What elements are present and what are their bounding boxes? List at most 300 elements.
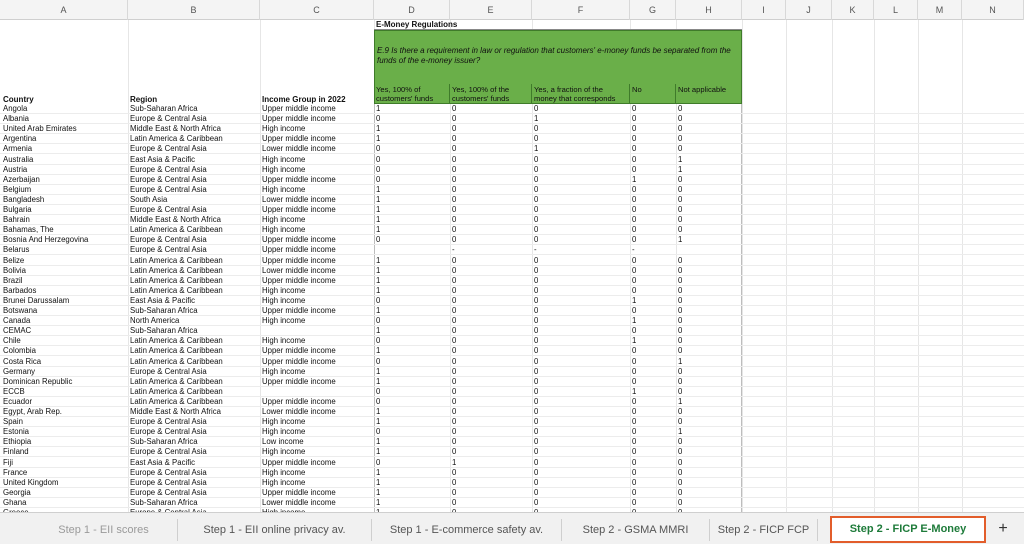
add-sheet-icon[interactable]: + xyxy=(998,520,1008,537)
table-cell[interactable]: Bangladesh xyxy=(3,194,45,204)
table-cell[interactable]: Latin America & Caribbean xyxy=(130,386,223,396)
table-cell[interactable]: 0 xyxy=(534,265,539,275)
table-cell[interactable]: Botswana xyxy=(3,306,38,315)
sheet-tab-2[interactable]: Step 1 - EII online privacy av. xyxy=(178,519,372,541)
table-cell[interactable]: 0 xyxy=(632,124,637,134)
table-cell[interactable]: 0 xyxy=(376,235,381,245)
table-cell[interactable]: South Asia xyxy=(130,194,168,204)
table-cell[interactable]: High income xyxy=(262,316,306,326)
table-cell[interactable]: 0 xyxy=(534,346,539,356)
table-cell[interactable]: Upper middle income xyxy=(262,376,336,386)
table-cell[interactable]: 1 xyxy=(376,477,381,487)
table-cell[interactable]: 0 xyxy=(632,194,637,204)
table-cell[interactable]: 0 xyxy=(534,366,539,376)
table-cell[interactable]: 0 xyxy=(678,326,683,336)
table-cell[interactable]: 1 xyxy=(376,437,381,447)
table-cell[interactable]: 0 xyxy=(534,376,539,386)
table-cell[interactable]: High income xyxy=(262,164,306,174)
column-header-j[interactable]: J xyxy=(786,0,832,20)
table-cell[interactable]: 0 xyxy=(452,104,457,113)
table-cell[interactable]: - xyxy=(452,245,455,255)
table-cell[interactable]: 0 xyxy=(376,154,381,164)
table-cell[interactable]: 0 xyxy=(632,265,637,275)
table-cell[interactable]: 0 xyxy=(678,275,683,285)
table-cell[interactable]: 0 xyxy=(678,336,683,346)
table-cell[interactable]: ECCB xyxy=(3,386,25,396)
table-cell[interactable]: Europe & Central Asia xyxy=(130,174,207,184)
table-cell[interactable]: 0 xyxy=(452,336,457,346)
table-cell[interactable]: Europe & Central Asia xyxy=(130,114,207,124)
table-cell[interactable]: High income xyxy=(262,215,306,225)
table-cell[interactable]: 1 xyxy=(376,497,381,507)
table-cell[interactable]: 1 xyxy=(534,144,539,154)
table-cell[interactable]: 0 xyxy=(534,427,539,437)
table-cell[interactable]: North America xyxy=(130,316,180,326)
table-cell[interactable]: 0 xyxy=(376,457,381,467)
table-cell[interactable]: 0 xyxy=(534,326,539,336)
table-cell[interactable]: 1 xyxy=(632,316,637,326)
table-cell[interactable]: 0 xyxy=(534,407,539,416)
table-cell[interactable]: 0 xyxy=(678,194,683,204)
table-cell[interactable]: 0 xyxy=(678,437,683,447)
table-cell[interactable]: 0 xyxy=(632,467,637,477)
table-cell[interactable]: 0 xyxy=(632,396,637,406)
table-cell[interactable]: 0 xyxy=(632,366,637,376)
column-header-f[interactable]: F xyxy=(532,0,630,20)
table-cell[interactable]: Lower middle income xyxy=(262,144,336,154)
table-cell[interactable]: Colombia xyxy=(3,346,36,356)
table-cell[interactable]: Upper middle income xyxy=(262,457,336,467)
table-cell[interactable]: 0 xyxy=(534,497,539,507)
table-cell[interactable]: 0 xyxy=(534,154,539,164)
table-cell[interactable]: 0 xyxy=(376,164,381,174)
table-cell[interactable]: 0 xyxy=(534,225,539,235)
option-header-3[interactable]: Yes, a fraction of the money that corresponds xyxy=(532,84,630,104)
table-cell[interactable]: High income xyxy=(262,467,306,477)
table-cell[interactable]: 0 xyxy=(452,376,457,386)
table-cell[interactable]: Latin America & Caribbean xyxy=(130,225,223,235)
table-cell[interactable]: 0 xyxy=(632,184,637,194)
table-cell[interactable]: Latin America & Caribbean xyxy=(130,396,223,406)
table-cell[interactable]: East Asia & Pacific xyxy=(130,457,196,467)
table-cell[interactable]: 0 xyxy=(632,215,637,225)
table-cell[interactable]: Upper middle income xyxy=(262,235,336,245)
table-cell[interactable]: 0 xyxy=(632,487,637,497)
table-cell[interactable]: Upper middle income xyxy=(262,255,336,265)
table-cell[interactable]: Europe & Central Asia xyxy=(130,205,207,214)
sheet-tab-1[interactable]: Step 1 - EII scores xyxy=(30,519,178,541)
table-cell[interactable]: 0 xyxy=(376,144,381,154)
table-cell[interactable]: Estonia xyxy=(3,427,30,437)
table-cell[interactable]: Belarus xyxy=(3,245,30,255)
table-cell[interactable]: 0 xyxy=(632,134,637,144)
table-cell[interactable]: 1 xyxy=(376,184,381,194)
question-text[interactable]: E.9 Is there a requirement in law or regulation that customers' e-money funds be separated from the funds of the e-money issuer? xyxy=(377,46,731,65)
table-cell[interactable]: 0 xyxy=(452,346,457,356)
table-cell[interactable]: High income xyxy=(262,447,306,457)
table-cell[interactable]: 0 xyxy=(534,215,539,225)
table-cell[interactable]: Latin America & Caribbean xyxy=(130,134,223,144)
table-cell[interactable]: 0 xyxy=(678,134,683,144)
table-cell[interactable]: High income xyxy=(262,225,306,235)
table-cell[interactable]: 0 xyxy=(452,134,457,144)
table-cell[interactable]: 0 xyxy=(678,376,683,386)
header-country[interactable]: Country xyxy=(3,95,34,104)
table-cell[interactable]: 0 xyxy=(376,174,381,184)
table-cell[interactable]: 0 xyxy=(376,295,381,305)
table-cell[interactable]: 1 xyxy=(376,376,381,386)
table-cell[interactable]: 1 xyxy=(632,336,637,346)
table-cell[interactable]: Upper middle income xyxy=(262,487,336,497)
table-cell[interactable]: East Asia & Pacific xyxy=(130,295,196,305)
table-cell[interactable]: 1 xyxy=(678,396,683,406)
section-title[interactable]: E-Money Regulations xyxy=(374,20,742,30)
column-header-m[interactable]: M xyxy=(918,0,962,20)
table-cell[interactable]: 0 xyxy=(534,295,539,305)
table-cell[interactable]: Europe & Central Asia xyxy=(130,467,207,477)
table-cell[interactable]: 0 xyxy=(452,114,457,124)
table-cell[interactable]: High income xyxy=(262,285,306,295)
table-cell[interactable]: Sub-Saharan Africa xyxy=(130,437,198,447)
table-cell[interactable]: 0 xyxy=(632,376,637,386)
table-cell[interactable]: 1 xyxy=(632,295,637,305)
table-cell[interactable]: High income xyxy=(262,417,306,427)
table-cell[interactable]: Barbados xyxy=(3,285,37,295)
header-region[interactable]: Region xyxy=(130,95,158,104)
table-cell[interactable]: Upper middle income xyxy=(262,306,336,315)
table-cell[interactable]: 0 xyxy=(376,396,381,406)
table-cell[interactable]: 0 xyxy=(678,215,683,225)
table-cell[interactable]: 1 xyxy=(376,124,381,134)
column-header-d[interactable]: D xyxy=(374,0,450,20)
table-cell[interactable]: 0 xyxy=(534,104,539,113)
table-cell[interactable]: 0 xyxy=(534,457,539,467)
table-cell[interactable]: 0 xyxy=(452,396,457,406)
table-cell[interactable]: 0 xyxy=(678,255,683,265)
table-cell[interactable]: 0 xyxy=(678,104,683,113)
table-cell[interactable]: 1 xyxy=(376,255,381,265)
column-header-l[interactable]: L xyxy=(874,0,918,20)
table-cell[interactable]: 0 xyxy=(376,386,381,396)
table-cell[interactable]: 0 xyxy=(534,487,539,497)
table-cell[interactable]: 0 xyxy=(452,356,457,366)
table-cell[interactable]: 0 xyxy=(632,235,637,245)
table-cell[interactable]: Finland xyxy=(3,447,29,457)
sheet-tab-6[interactable]: Step 2 - FICP E-Money xyxy=(830,516,986,543)
table-cell[interactable]: Ghana xyxy=(3,497,27,507)
table-cell[interactable]: 1 xyxy=(376,306,381,315)
table-cell[interactable]: 0 xyxy=(632,497,637,507)
table-cell[interactable]: 0 xyxy=(632,114,637,124)
table-cell[interactable]: 0 xyxy=(678,477,683,487)
table-cell[interactable]: 0 xyxy=(376,427,381,437)
table-cell[interactable]: Angola xyxy=(3,104,28,113)
table-cell[interactable]: High income xyxy=(262,295,306,305)
column-header-b[interactable]: B xyxy=(128,0,260,20)
table-cell[interactable]: Chile xyxy=(3,336,21,346)
table-cell[interactable]: 0 xyxy=(452,164,457,174)
table-cell[interactable]: 0 xyxy=(534,164,539,174)
table-cell[interactable]: Lower middle income xyxy=(262,194,336,204)
table-cell[interactable]: 0 xyxy=(632,164,637,174)
table-cell[interactable]: Lower middle income xyxy=(262,265,336,275)
table-cell[interactable]: Europe & Central Asia xyxy=(130,477,207,487)
table-cell[interactable]: Belgium xyxy=(3,184,32,194)
table-cell[interactable]: 0 xyxy=(678,225,683,235)
sheet-tab-3[interactable]: Step 1 - E-commerce safety av. xyxy=(372,519,562,541)
table-cell[interactable]: 1 xyxy=(376,447,381,457)
table-cell[interactable]: 0 xyxy=(534,316,539,326)
table-cell[interactable]: Armenia xyxy=(3,144,33,154)
table-cell[interactable]: Germany xyxy=(3,366,36,376)
table-cell[interactable]: 0 xyxy=(452,194,457,204)
table-cell[interactable]: 1 xyxy=(452,457,457,467)
table-cell[interactable]: Middle East & North Africa xyxy=(130,215,222,225)
table-cell[interactable]: 0 xyxy=(452,275,457,285)
table-cell[interactable]: 1 xyxy=(678,154,683,164)
table-cell[interactable]: Europe & Central Asia xyxy=(130,427,207,437)
table-cell[interactable]: 0 xyxy=(534,134,539,144)
table-cell[interactable]: 0 xyxy=(376,316,381,326)
column-header-g[interactable]: G xyxy=(630,0,676,20)
table-cell[interactable]: Sub-Saharan Africa xyxy=(130,306,198,315)
table-cell[interactable]: 1 xyxy=(678,427,683,437)
table-cell[interactable]: Upper middle income xyxy=(262,245,336,255)
table-cell[interactable]: Europe & Central Asia xyxy=(130,417,207,427)
table-cell[interactable]: Latin America & Caribbean xyxy=(130,346,223,356)
table-cell[interactable]: 0 xyxy=(452,417,457,427)
table-cell[interactable]: 0 xyxy=(452,306,457,315)
table-cell[interactable]: 0 xyxy=(534,396,539,406)
table-cell[interactable]: 0 xyxy=(632,275,637,285)
table-cell[interactable]: 0 xyxy=(452,205,457,214)
table-cell[interactable]: 0 xyxy=(376,356,381,366)
table-cell[interactable]: 0 xyxy=(678,366,683,376)
table-cell[interactable]: 1 xyxy=(376,215,381,225)
table-cell[interactable]: 0 xyxy=(452,366,457,376)
table-cell[interactable]: 0 xyxy=(534,235,539,245)
table-cell[interactable]: 1 xyxy=(376,104,381,113)
column-header-i[interactable]: I xyxy=(742,0,786,20)
table-cell[interactable]: 0 xyxy=(534,124,539,134)
table-cell[interactable]: 1 xyxy=(376,225,381,235)
table-cell[interactable]: 0 xyxy=(534,336,539,346)
table-cell[interactable]: Bolivia xyxy=(3,265,26,275)
table-cell[interactable]: Europe & Central Asia xyxy=(130,144,207,154)
table-cell[interactable]: 1 xyxy=(376,417,381,427)
table-cell[interactable]: 0 xyxy=(678,124,683,134)
table-cell[interactable]: 0 xyxy=(452,477,457,487)
table-cell[interactable]: 0 xyxy=(678,497,683,507)
table-cell[interactable]: Europe & Central Asia xyxy=(130,184,207,194)
table-cell[interactable]: 0 xyxy=(534,477,539,487)
table-cell[interactable]: France xyxy=(3,467,28,477)
column-header-n[interactable]: N xyxy=(962,0,1024,20)
table-cell[interactable]: Latin America & Caribbean xyxy=(130,376,223,386)
table-cell[interactable]: 1 xyxy=(376,407,381,416)
table-cell[interactable]: United Arab Emirates xyxy=(3,124,77,134)
option-header-4[interactable]: No xyxy=(630,84,676,104)
table-cell[interactable]: Europe & Central Asia xyxy=(130,245,207,255)
table-cell[interactable]: Upper middle income xyxy=(262,134,336,144)
table-cell[interactable]: CEMAC xyxy=(3,326,32,336)
table-cell[interactable]: Europe & Central Asia xyxy=(130,235,207,245)
table-cell[interactable]: Upper middle income xyxy=(262,396,336,406)
table-cell[interactable]: 0 xyxy=(632,225,637,235)
table-cell[interactable]: 1 xyxy=(376,265,381,275)
table-cell[interactable]: Latin America & Caribbean xyxy=(130,265,223,275)
table-cell[interactable]: High income xyxy=(262,336,306,346)
table-cell[interactable]: 0 xyxy=(678,447,683,457)
table-cell[interactable]: 1 xyxy=(376,487,381,497)
table-cell[interactable]: 0 xyxy=(678,407,683,416)
table-cell[interactable]: 0 xyxy=(678,346,683,356)
sheet-tab-5[interactable]: Step 2 - FICP FCP xyxy=(710,519,818,541)
table-cell[interactable]: Europe & Central Asia xyxy=(130,366,207,376)
table-cell[interactable]: 1 xyxy=(376,205,381,214)
table-cell[interactable]: Latin America & Caribbean xyxy=(130,275,223,285)
table-cell[interactable]: Sub-Saharan Africa xyxy=(130,497,198,507)
table-cell[interactable]: 0 xyxy=(632,457,637,467)
table-cell[interactable]: Low income xyxy=(262,437,304,447)
table-cell[interactable]: 0 xyxy=(678,265,683,275)
table-cell[interactable]: 1 xyxy=(376,275,381,285)
table-cell[interactable]: 1 xyxy=(376,467,381,477)
table-cell[interactable]: 1 xyxy=(376,285,381,295)
table-cell[interactable]: Fiji xyxy=(3,457,13,467)
table-cell[interactable]: High income xyxy=(262,184,306,194)
table-cell[interactable]: 1 xyxy=(376,326,381,336)
table-cell[interactable]: Upper middle income xyxy=(262,104,336,113)
table-cell[interactable]: Brazil xyxy=(3,275,23,285)
table-cell[interactable]: 0 xyxy=(632,144,637,154)
table-cell[interactable]: 0 xyxy=(534,437,539,447)
table-cell[interactable]: Ethiopia xyxy=(3,437,32,447)
table-cell[interactable]: 0 xyxy=(632,154,637,164)
table-cell[interactable]: 0 xyxy=(678,487,683,497)
table-cell[interactable]: 0 xyxy=(534,467,539,477)
table-cell[interactable]: 0 xyxy=(678,306,683,315)
table-cell[interactable]: 1 xyxy=(632,174,637,184)
table-cell[interactable]: Upper middle income xyxy=(262,205,336,214)
table-cell[interactable]: 0 xyxy=(678,417,683,427)
table-cell[interactable]: 1 xyxy=(678,164,683,174)
table-cell[interactable]: 0 xyxy=(678,457,683,467)
table-cell[interactable]: 0 xyxy=(534,285,539,295)
table-cell[interactable]: 0 xyxy=(632,255,637,265)
table-cell[interactable]: 1 xyxy=(376,194,381,204)
table-cell[interactable]: Sub-Saharan Africa xyxy=(130,326,198,336)
table-cell[interactable]: Latin America & Caribbean xyxy=(130,255,223,265)
table-cell[interactable]: Bulgaria xyxy=(3,205,32,214)
table-cell[interactable]: Georgia xyxy=(3,487,31,497)
table-cell[interactable]: 0 xyxy=(376,336,381,346)
table-cell[interactable]: 0 xyxy=(452,144,457,154)
table-cell[interactable]: 0 xyxy=(534,356,539,366)
table-cell[interactable]: Belize xyxy=(3,255,25,265)
table-cell[interactable]: Upper middle income xyxy=(262,275,336,285)
table-cell[interactable]: 0 xyxy=(452,255,457,265)
table-cell[interactable]: Azerbaijan xyxy=(3,174,40,184)
table-cell[interactable]: 0 xyxy=(632,326,637,336)
table-cell[interactable]: Lower middle income xyxy=(262,497,336,507)
table-cell[interactable]: 0 xyxy=(632,447,637,457)
table-cell[interactable]: High income xyxy=(262,124,306,134)
table-cell[interactable]: Middle East & North Africa xyxy=(130,407,222,416)
table-cell[interactable]: Albania xyxy=(3,114,30,124)
table-cell[interactable]: 0 xyxy=(452,265,457,275)
option-header-1[interactable]: Yes, 100% of customers' funds xyxy=(374,84,450,104)
table-cell[interactable]: 0 xyxy=(452,467,457,477)
table-cell[interactable]: Spain xyxy=(3,417,23,427)
table-cell[interactable]: 0 xyxy=(678,144,683,154)
table-cell[interactable]: 1 xyxy=(534,114,539,124)
table-cell[interactable]: 0 xyxy=(452,285,457,295)
option-header-5[interactable]: Not applicable xyxy=(676,84,742,104)
table-cell[interactable]: Canada xyxy=(3,316,31,326)
table-cell[interactable]: Middle East & North Africa xyxy=(130,124,222,134)
table-cell[interactable]: 0 xyxy=(452,124,457,134)
table-cell[interactable]: 0 xyxy=(632,346,637,356)
table-cell[interactable]: 0 xyxy=(376,114,381,124)
table-cell[interactable]: 0 xyxy=(678,285,683,295)
column-header-c[interactable]: C xyxy=(260,0,374,20)
table-cell[interactable]: 0 xyxy=(534,255,539,265)
header-income[interactable]: Income Group in 2022 xyxy=(262,95,346,104)
table-cell[interactable]: 0 xyxy=(534,447,539,457)
table-cell[interactable]: Argentina xyxy=(3,134,37,144)
table-cell[interactable]: 0 xyxy=(452,295,457,305)
table-cell[interactable]: Lower middle income xyxy=(262,407,336,416)
table-cell[interactable]: 0 xyxy=(452,487,457,497)
table-cell[interactable]: 0 xyxy=(534,174,539,184)
table-cell[interactable]: Upper middle income xyxy=(262,346,336,356)
table-cell[interactable]: 0 xyxy=(632,477,637,487)
table-cell[interactable]: Bosnia And Herzegovina xyxy=(3,235,89,245)
table-cell[interactable]: 0 xyxy=(534,306,539,315)
table-cell[interactable]: 1 xyxy=(678,235,683,245)
table-cell[interactable]: 0 xyxy=(678,174,683,184)
table-cell[interactable]: 0 xyxy=(452,316,457,326)
table-cell[interactable]: 0 xyxy=(534,275,539,285)
table-cell[interactable]: 0 xyxy=(632,437,637,447)
table-cell[interactable]: 0 xyxy=(678,114,683,124)
table-cell[interactable]: Latin America & Caribbean xyxy=(130,356,223,366)
table-cell[interactable]: 0 xyxy=(452,437,457,447)
table-cell[interactable]: Upper middle income xyxy=(262,356,336,366)
column-header-k[interactable]: K xyxy=(832,0,874,20)
option-header-2[interactable]: Yes, 100% of the customers' funds xyxy=(450,84,532,104)
table-cell[interactable]: Costa Rica xyxy=(3,356,42,366)
table-cell[interactable]: High income xyxy=(262,154,306,164)
table-cell[interactable]: 0 xyxy=(632,285,637,295)
table-cell[interactable]: 0 xyxy=(678,184,683,194)
table-cell[interactable]: 0 xyxy=(452,427,457,437)
table-cell[interactable]: Latin America & Caribbean xyxy=(130,285,223,295)
table-cell[interactable]: 0 xyxy=(452,174,457,184)
table-cell[interactable]: 1 xyxy=(376,134,381,144)
table-cell[interactable]: 0 xyxy=(632,417,637,427)
table-cell[interactable]: 0 xyxy=(452,407,457,416)
table-cell[interactable]: Bahrain xyxy=(3,215,30,225)
column-header-h[interactable]: H xyxy=(676,0,742,20)
sheet-tab-4[interactable]: Step 2 - GSMA MMRI xyxy=(562,519,710,541)
table-cell[interactable]: 0 xyxy=(452,235,457,245)
table-cell[interactable]: Dominican Republic xyxy=(3,376,73,386)
table-cell[interactable]: 0 xyxy=(452,154,457,164)
table-cell[interactable]: 0 xyxy=(678,467,683,477)
column-header-a[interactable]: A xyxy=(0,0,128,20)
